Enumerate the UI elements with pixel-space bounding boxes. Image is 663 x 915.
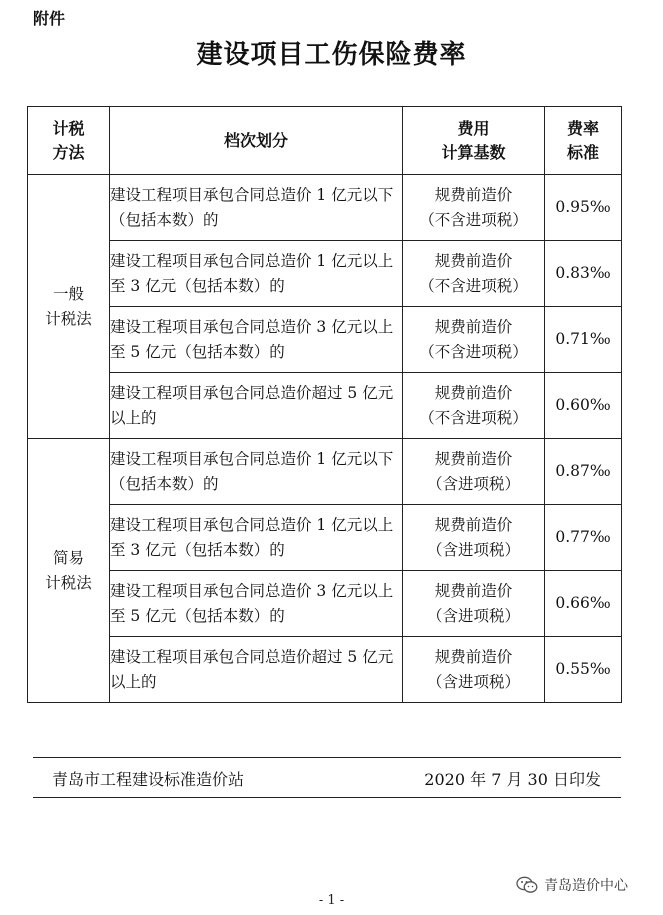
base-line2: （不含进项税） [419,210,528,229]
method-cell-general [28,175,110,439]
base-cell [403,505,545,571]
base-line1: 规费前造价 [434,449,513,468]
method-line1: 简易 [52,548,84,567]
header-range-label: 档次划分 [223,130,288,150]
table-header-row [28,107,622,175]
watermark [516,875,628,895]
base-line1: 规费前造价 [434,647,513,666]
base-cell [403,571,545,637]
table-row [28,505,622,571]
base-line2: （不含进项税） [419,276,528,295]
rate-cell: 0.95‰ [545,175,622,241]
base-line2: （含进项税） [426,540,520,559]
range-cell: 建设工程项目承包合同总造价 3 亿元以上至 5 亿元（包括本数）的 [110,307,403,373]
header-range [110,107,403,175]
base-line1: 规费前造价 [434,581,513,600]
base-line1: 规费前造价 [434,317,513,336]
table-row [28,307,622,373]
range-cell: 建设工程项目承包合同总造价超过 5 亿元以上的 [110,637,403,703]
rate-cell: 0.55‰ [545,637,622,703]
base-line1: 规费前造价 [434,251,513,270]
base-line2: （含进项税） [426,606,520,625]
rate-cell: 0.77‰ [545,505,622,571]
base-cell [403,175,545,241]
base-cell [403,637,545,703]
base-line1: 规费前造价 [434,185,513,204]
header-base-line2: 计算基数 [441,142,506,162]
base-line1: 规费前造价 [434,383,513,402]
range-cell: 建设工程项目承包合同总造价 1 亿元以上至 3 亿元（包括本数）的 [110,505,403,571]
base-cell [403,439,545,505]
base-line2: （含进项税） [426,474,520,493]
base-line2: （含进项税） [426,672,520,691]
rate-cell: 0.71‰ [545,307,622,373]
table-row [28,571,622,637]
rate-cell: 0.66‰ [545,571,622,637]
table-row [28,439,622,505]
rate-cell: 0.83‰ [545,241,622,307]
attachment-label: 附件 [33,9,66,28]
range-cell: 建设工程项目承包合同总造价超过 5 亿元以上的 [110,373,403,439]
range-cell: 建设工程项目承包合同总造价 1 亿元以下（包括本数）的 [110,439,403,505]
header-method [28,107,110,175]
header-rate-line1: 费率 [566,118,599,138]
footer-top-rule [33,757,621,758]
method-cell-simple [28,439,110,703]
watermark-text: 青岛造价中心 [544,878,628,894]
header-method-line1: 计税 [52,118,85,138]
base-line1: 规费前造价 [434,515,513,534]
base-line2: （不含进项税） [419,342,528,361]
method-line2: 计税法 [45,573,92,592]
rate-table [27,106,622,703]
header-base [403,107,545,175]
range-cell: 建设工程项目承包合同总造价 3 亿元以上至 5 亿元（包括本数）的 [110,571,403,637]
base-cell [403,307,545,373]
base-cell [403,373,545,439]
header-base-line1: 费用 [457,118,490,138]
base-cell [403,241,545,307]
table-row [28,373,622,439]
header-rate [545,107,622,175]
rate-cell: 0.60‰ [545,373,622,439]
footer-date: 2020 年 7 月 30 日印发 [424,770,601,789]
method-line2: 计税法 [45,309,92,328]
range-cell: 建设工程项目承包合同总造价 1 亿元以上至 3 亿元（包括本数）的 [110,241,403,307]
header-rate-line2: 标准 [566,142,599,162]
page-number: - 1 - [318,893,345,908]
base-line2: （不含进项税） [419,408,528,427]
header-method-line2: 方法 [52,142,85,162]
table-row [28,637,622,703]
footer-issuer: 青岛市工程建设标准造价站 [52,770,245,789]
wechat-icon [516,876,538,894]
table-row [28,175,622,241]
method-line1: 一般 [52,284,84,303]
footer-bottom-rule [33,797,621,798]
table-row [28,241,622,307]
page-title: 建设项目工伤保险费率 [196,40,467,70]
range-cell: 建设工程项目承包合同总造价 1 亿元以下（包括本数）的 [110,175,403,241]
rate-cell: 0.87‰ [545,439,622,505]
